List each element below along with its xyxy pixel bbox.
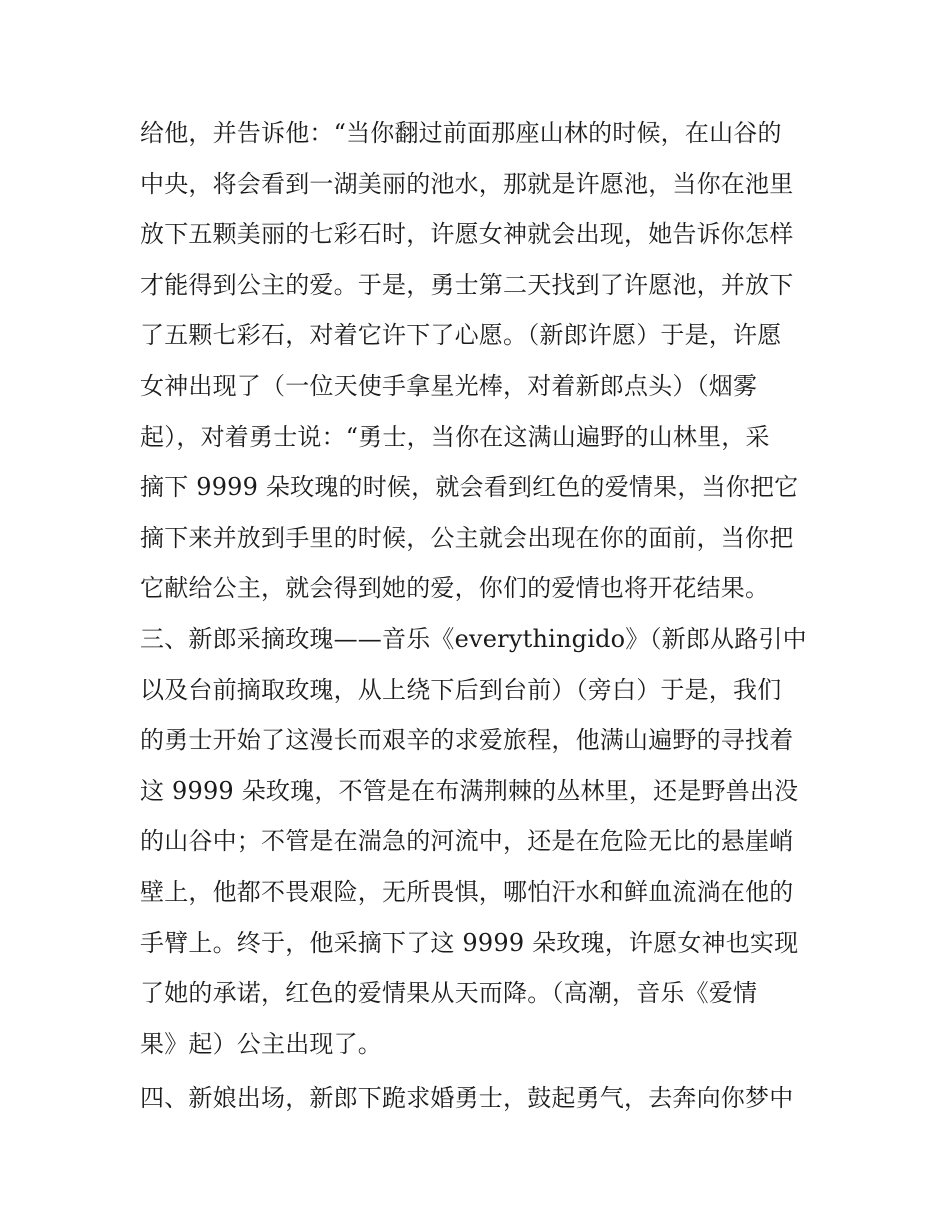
text-line: 给他，并告诉他：“当你翻过前面那座山林的时候，在山谷的 — [140, 119, 782, 147]
text-line: 女神出现了（一位天使手拿星光棒，对着新郎点头）（烟雾 — [140, 371, 758, 400]
text-line: 摘下 9999 朵玫瑰的时候，就会看到红色的爱情果，当你把它 — [140, 473, 799, 502]
section-heading-line: 三、新郎采摘玫瑰——音乐《everythingido》（新郎从路引中 — [140, 624, 807, 653]
text-line: 起），对着勇士说：“勇士，当你在这满山遍野的山林里，采 — [140, 422, 770, 451]
body-text — [140, 108, 820, 1124]
text-line: 中央，将会看到一湖美丽的池水，那就是许愿池，当你在池里 — [140, 169, 794, 198]
text-line: 以及台前摘取玫瑰，从上绕下后到台前）（旁白）于是，我们 — [140, 675, 782, 704]
text-line: 壁上，他都不畏艰险，无所畏惧，哪怕汗水和鲜血流淌在他的 — [140, 877, 794, 906]
text-line: 了她的承诺，红色的爱情果从天而降。（高潮，音乐《爱情 — [140, 979, 758, 1008]
section-heading-line: 四、新娘出场，新郎下跪求婚勇士，鼓起勇气，去奔向你梦中 — [140, 1084, 794, 1113]
text-line: 它献给公主，就会得到她的爱，你们的爱情也将开花结果。 — [140, 574, 770, 603]
text-line: 的山谷中；不管是在湍急的河流中，还是在危险无比的悬崖峭 — [140, 827, 794, 856]
text-line: 摘下来并放到手里的时候，公主就会出现在你的面前，当你把 — [140, 523, 794, 552]
text-line: 了五颗七彩石，对着它许下了心愿。（新郎许愿）于是，许愿 — [140, 321, 782, 350]
text-line: 果》起）公主出现了。 — [140, 1029, 382, 1058]
text-line: 手臂上。终于，他采摘下了这 9999 朵玫瑰，许愿女神也实现 — [140, 928, 799, 957]
text-line: 的勇士开始了这漫长而艰辛的求爱旅程，他满山遍野的寻找着 — [140, 726, 794, 755]
text-line: 放下五颗美丽的七彩石时，许愿女神就会出现，她告诉你怎样 — [140, 220, 794, 249]
text-line: 才能得到公主的爱。于是，勇士第二天找到了许愿池，并放下 — [140, 270, 794, 299]
text-line: 这 9999 朵玫瑰，不管是在布满荆棘的丛林里，还是野兽出没 — [140, 776, 799, 805]
